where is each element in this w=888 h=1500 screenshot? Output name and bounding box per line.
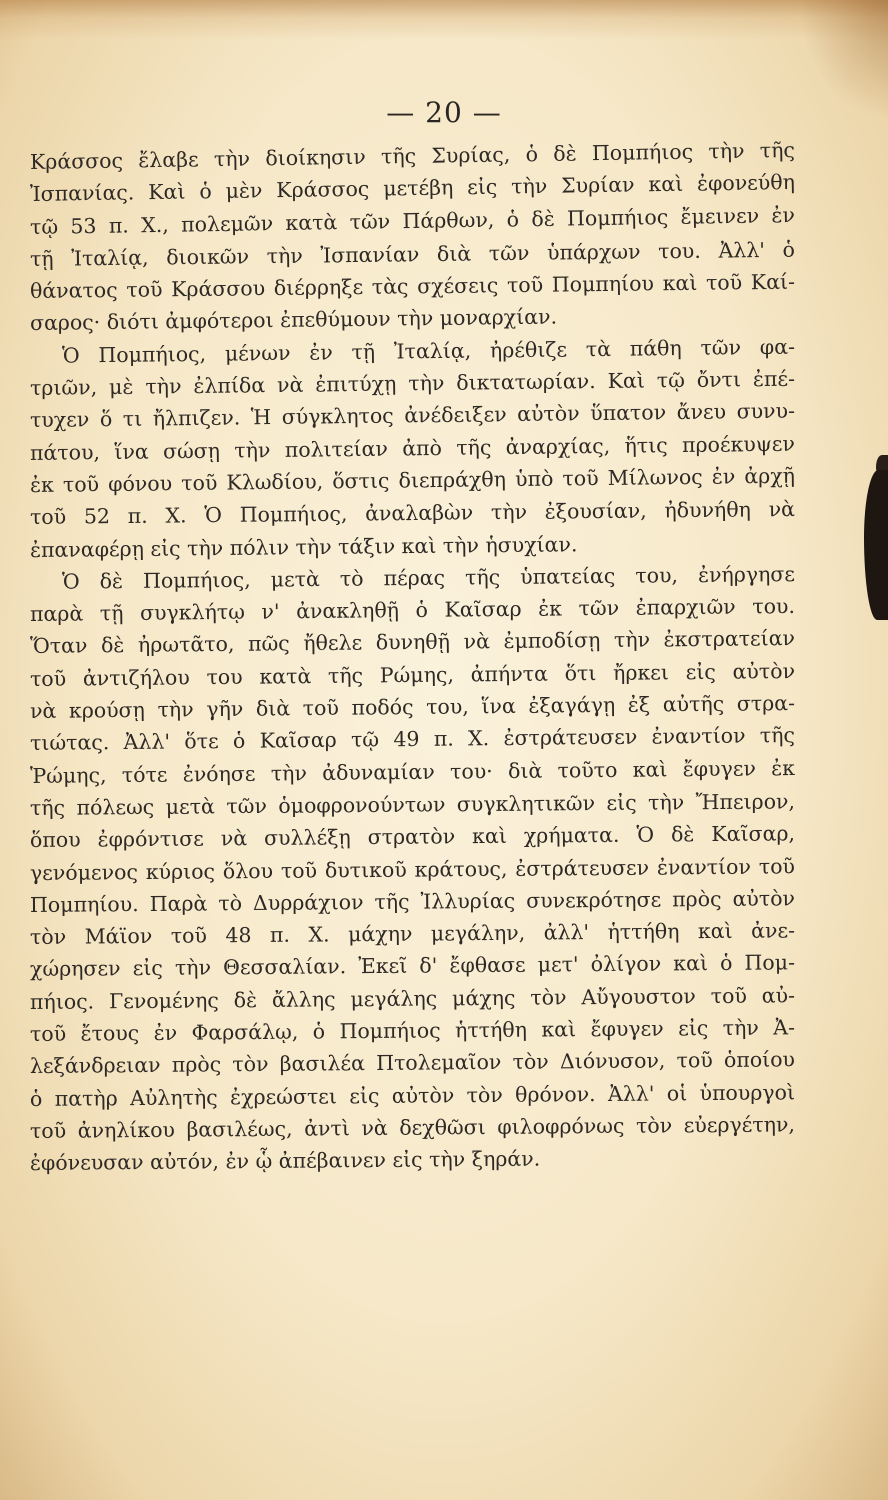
text-line: ἐφόνευσαν αὐτόν, ἐν ᾧ ἀπέβαινεν εἰς τὴν ξηράν. (29, 1146, 541, 1176)
text-line: τοῦ 52 π. Χ. Ὁ Πομπήιος, ἀναλαβὼν τὴν ἐξουσίαν, ἠδυνήθη νὰ (29, 497, 796, 530)
text-line: παρὰ τῇ συγκλήτῳ ν' ἀνακληθῇ ὁ Καῖσαρ ἐκ τῶν ἐπαρχιῶν του. (29, 594, 796, 627)
text-line: θάνατος τοῦ Κράσσου διέρρηξε τὰς σχέσεις τοῦ Πομπηίου καὶ τοῦ Καί- (29, 269, 796, 304)
text-line: πήιος. Γενομένης δὲ ἄλλης μεγάλης μάχης τὸν Αὔγουστον τοῦ αὐ- (29, 983, 796, 1014)
page-damage-blot (864, 470, 888, 620)
text-line: Ὅταν δὲ ἠρωτᾶτο, πῶς ἤθελε δυνηθῇ νὰ ἐμποδίσῃ τὴν ἐκστρατείαν (29, 626, 796, 659)
page-stain-top (0, 0, 888, 40)
text-line: Ἰσπανίας. Καὶ ὁ μὲν Κράσσος μετέβη εἰς τὴν Συρίαν καὶ ἐφονεύθη (29, 170, 796, 207)
text-line: τῆς πόλεως μετὰ τῶν ὁμοφρονούντων συγκλητικῶν εἰς τὴν Ἤπειρον, (29, 789, 796, 820)
text-line: τῇ Ἰταλίᾳ, διοικῶν τὴν Ἰσπανίαν διὰ τῶν ὑπάρχων του. Ἀλλ' ὁ (29, 237, 796, 271)
text-line: τὸν Μάϊον τοῦ 48 π. Χ. μάχην μεγάλην, ἀλλ' ἡττήθη καὶ ἀνε- (29, 918, 796, 950)
text-line: τοῦ ἀντιζήλου του κατὰ τῆς Ρώμης, ἀπήντα ὅτι ἤρκει εἰς αὐτὸν (29, 658, 796, 691)
page-number: — 20 — (386, 96, 502, 129)
text-line: σαρος· διότι ἀμφότεροι ἐπεθύμουν τὴν μοναρχίαν. (29, 305, 558, 336)
text-line: τῷ 53 π. Χ., πολεμῶν κατὰ τῶν Πάρθων, ὁ δὲ Πομπήιος ἔμεινεν ἐν (29, 202, 796, 239)
text-line: τυχεν ὅ τι ἤλπιζεν. Ἡ σύγκλητος ἀνέδειξεν αὐτὸν ὕπατον ἄνευ συνυ- (29, 399, 796, 433)
text-line: πάτου, ἵνα σώσῃ τὴν πολιτείαν ἀπὸ τῆς ἀναρχίας, ἥτις προέκυψεν (29, 431, 796, 465)
text-line: Πομπηίου. Παρὰ τὸ Δυρράχιον τῆς Ἰλλυρίας συνεκρότησε πρὸς αὐτὸν (29, 886, 796, 917)
text-line: ὁ πατὴρ Αὐλητὴς ἐχρεώστει εἰς αὐτὸν τὸν θρόνον. Ἀλλ' οἱ ὑπουργοὶ (29, 1079, 796, 1111)
text-line: ἐκ τοῦ φόνου τοῦ Κλωδίου, ὅστις διεπράχθη ὑπὸ τοῦ Μίλωνος ἐν ἀρχῇ (29, 463, 796, 497)
text-line: λεξάνδρειαν πρὸς τὸν βασιλέα Πτολεμαῖον τὸν Διόνυσον, τοῦ ὁποίου (29, 1047, 796, 1079)
text-line: ὅπου ἐφρόντισε νὰ συλλέξῃ στρατὸν καὶ χρήματα. Ὁ δὲ Καῖσαρ, (29, 821, 796, 853)
text-line: Ὁ Πομπήιος, μένων ἐν τῇ Ἰταλίᾳ, ἠρέθιζε τὰ πάθη τῶν φα- (61, 334, 796, 368)
text-line: γενόμενος κύριος ὅλου τοῦ δυτικοῦ κράτους, ἐστράτευσεν ἐναντίον τοῦ (29, 853, 796, 885)
text-line: τριῶν, μὲ τὴν ἐλπίδα νὰ ἐπιτύχῃ τὴν δικτατωρίαν. Καὶ τῷ ὄντι ἐπέ- (29, 366, 796, 401)
text-line: χώρησεν εἰς τὴν Θεσσαλίαν. Ἐκεῖ δ' ἔφθασε μετ' ὀλίγον καὶ ὁ Πομ- (29, 950, 796, 982)
body-text (29, 137, 796, 1180)
text-line: τιώτας. Ἀλλ' ὅτε ὁ Καῖσαρ τῷ 49 π. Χ. ἐστράτευσεν ἐναντίον τῆς (29, 723, 796, 756)
text-line: Κράσσος ἔλαβε τὴν διοίκησιν τῆς Συρίας, ὁ δὲ Πομπήιος τὴν τῆς (29, 137, 796, 174)
text-line: νὰ κρούσῃ τὴν γῆν διὰ τοῦ ποδός του, ἵνα ἐξαγάγῃ ἐξ αὐτῆς στρα- (29, 691, 796, 724)
text-line: τοῦ ἔτους ἐν Φαρσάλῳ, ὁ Πομπήιος ἡττήθη καὶ ἔφυγεν εἰς τὴν Ἀ- (29, 1015, 796, 1047)
text-line: ἐπαναφέρῃ εἰς τὴν πόλιν τὴν τάξιν καὶ τὴν ἡσυχίαν. (29, 531, 578, 562)
text-line: Ῥώμης, τότε ἐνόησε τὴν ἀδυναμίαν του· διὰ τοῦτο καὶ ἔφυγεν ἐκ (29, 755, 796, 788)
text-line: Ὁ δὲ Πομπήιος, μετὰ τὸ πέρας τῆς ὑπατείας του, ἐνήργησε (61, 561, 796, 594)
text-line: τοῦ ἀνηλίκου βασιλέως, ἀντὶ νὰ δεχθῶσι φιλοφρόνως τὸν εὐεργέτην, (29, 1112, 796, 1143)
